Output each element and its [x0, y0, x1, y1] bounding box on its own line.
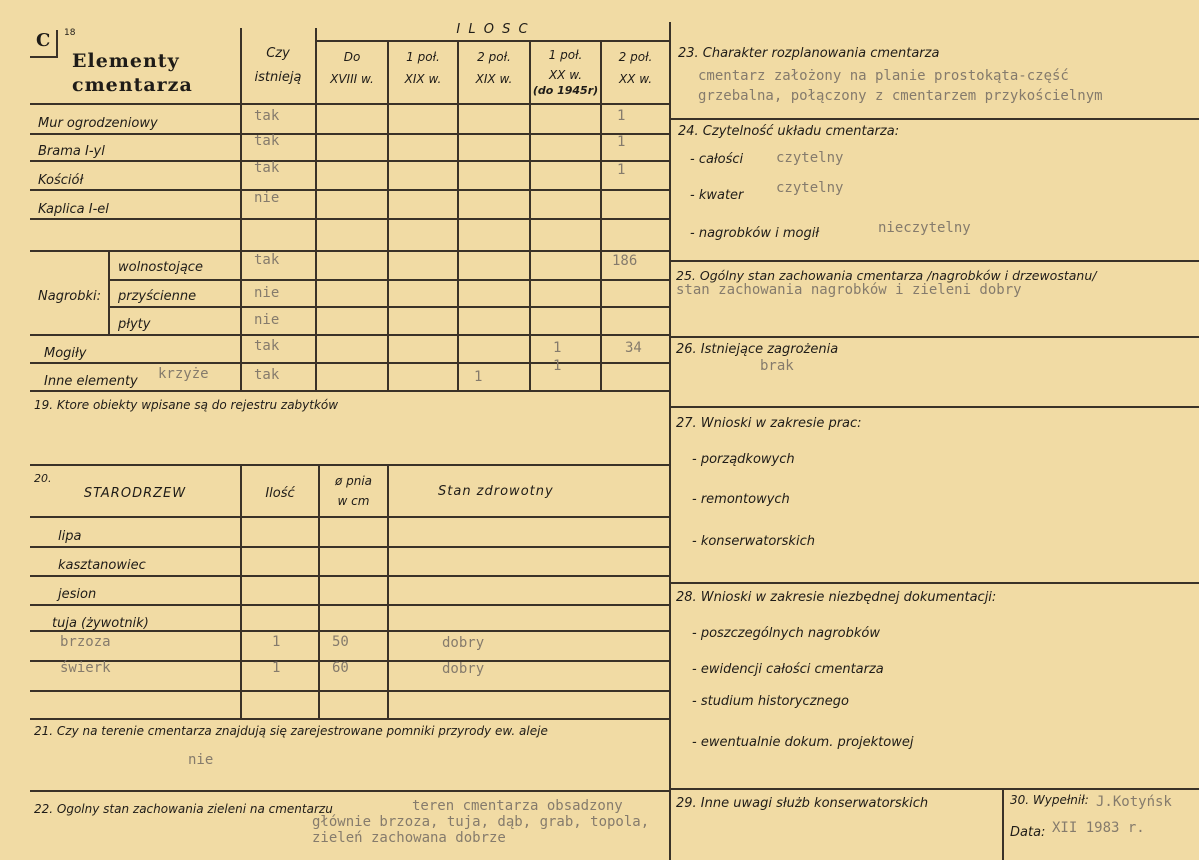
tree-line-5 [30, 660, 670, 662]
row-label-inne: Inne elementy [44, 374, 138, 389]
tree-header-pien1: ø pnia [334, 474, 373, 488]
row-line-5 [30, 250, 670, 252]
row-label-brama: Brama I-yl [38, 144, 105, 159]
section-bracket-h [30, 56, 58, 58]
q24-calosci: - całości [690, 152, 744, 167]
row-label-przysc: przyścienne [118, 289, 197, 304]
col-c3-header-a: 2 poł. [477, 50, 511, 64]
row-line-9 [30, 362, 670, 364]
q26-label: 26. Istniejące zagrożenia [676, 342, 839, 357]
nagrobki-split [108, 250, 110, 334]
row-przysc-czy: nie [254, 285, 280, 301]
col-c2-header-b: XIX w. [404, 72, 442, 86]
ilosc-header: I L O S C [456, 22, 530, 37]
q21-answer: nie [188, 752, 214, 768]
row-inne-c3: 1 [474, 369, 483, 385]
tree-name-5: świerk [60, 660, 111, 676]
col-c4-header-b: XX w. [548, 68, 583, 82]
col-c5-header-b: XX w. [618, 72, 653, 86]
col-c5-left [600, 40, 602, 390]
tree-name-3: tuja (żywotnik) [52, 616, 149, 631]
row-kosciol-c5: 1 [617, 162, 626, 178]
row-kaplica-czy: nie [254, 190, 280, 206]
col-c2-left [387, 40, 389, 390]
row-label-wolno: wolnostojące [118, 260, 203, 275]
q22-answer-3: zieleń zachowana dobrze [312, 830, 506, 846]
row-inne-czy: tak [254, 367, 280, 383]
col-c2-header-a: 1 poł. [406, 50, 440, 64]
tree-col-stan [387, 464, 389, 718]
row-line-10 [30, 390, 670, 392]
row-line-7 [108, 306, 670, 308]
q24-calosci-val: czytelny [776, 150, 844, 166]
q24-bottom [670, 260, 1199, 262]
q28-item-a: - poszczególnych nagrobków [692, 626, 880, 641]
q26-bottom [670, 406, 1199, 408]
tree-bottom [30, 718, 670, 720]
tree-pien-4: 50 [332, 634, 349, 650]
q19-label: 19. Ktore obiekty wpisane są do rejestru zabytków [34, 398, 339, 412]
row-mogily-c5: 34 [625, 340, 642, 356]
tree-line-3 [30, 604, 670, 606]
row-mur-c5: 1 [617, 108, 626, 124]
tree-header-name: STARODRZEW [83, 486, 187, 501]
q27-item-a: - porządkowych [692, 452, 795, 467]
tree-name-1: kasztanowiec [58, 558, 146, 573]
tree-name-4: brzoza [60, 634, 111, 650]
tree-header-pien2: w cm [337, 494, 370, 508]
tree-name-0: lipa [58, 529, 82, 544]
tree-col-ilosc [240, 464, 242, 718]
row-line-8 [30, 334, 670, 336]
q24-label: 24. Czytelność układu cmentarza: [678, 124, 900, 139]
q30-data-value: XII 1983 r. [1052, 820, 1145, 836]
row-line-6 [108, 279, 670, 281]
tree-pien-5: 60 [332, 660, 349, 676]
q28-label: 28. Wnioski w zakresie niezbędnej dokumentacji: [676, 590, 997, 605]
q29-label: 29. Inne uwagi służb konserwatorskich [676, 796, 929, 811]
q25-label: 25. Ogólny stan zachowania cmentarza /nagrobków i drzewostanu/ [676, 268, 1097, 283]
row-line-4 [30, 218, 670, 220]
q28-item-c: - studium historycznego [692, 694, 849, 709]
row-label-kaplica: Kaplica I-el [38, 202, 109, 217]
col-c5-header-a: 2 poł. [618, 50, 653, 64]
row-kosciol-czy: tak [254, 160, 280, 176]
q23-bottom [670, 118, 1199, 120]
page-title-line2: cmentarza [72, 74, 193, 96]
q24-kwater-val: czytelny [776, 180, 844, 196]
q27-label: 27. Wnioski w zakresie prac: [676, 416, 862, 431]
q30-data-label: Data: [1010, 825, 1046, 840]
q22-answer-1: teren cmentarza obsadzony [412, 798, 623, 814]
section-number: 18 [64, 28, 76, 38]
divider-center [669, 22, 671, 860]
tree-ilosc-4: 1 [272, 634, 281, 650]
q28-item-d: - ewentualnie dokum. projektowej [692, 735, 914, 750]
tree-header-bottom [30, 516, 670, 518]
row-inne-extra: krzyże [158, 366, 209, 382]
row-mogily-czy: tak [254, 338, 280, 354]
col-c4-header-a: 1 poł. [548, 48, 583, 62]
row-wolno-c5: 186 [612, 253, 638, 269]
col-czy-header: Czy [266, 46, 290, 61]
q26-answer: brak [760, 358, 794, 374]
q25-bottom [670, 336, 1199, 338]
row-mur-czy: tak [254, 108, 280, 124]
q30-label: 30. Wypełnił: [1010, 793, 1089, 807]
q24-nagrobkow-val: nieczytelny [878, 220, 971, 236]
q22-answer-2: głównie brzoza, tuja, dąb, grab, topola, [312, 814, 650, 830]
col-c1-header-b: XVIII w. [330, 72, 374, 86]
row-line-1 [30, 133, 670, 135]
row-brama-c5: 1 [617, 134, 626, 150]
page-title-line1: Elementy [72, 50, 180, 72]
ilosc-underline [315, 40, 670, 42]
row-label-mogily: Mogiły [44, 346, 87, 361]
tree-name-2: jesion [58, 587, 97, 602]
tree-line-2 [30, 575, 670, 577]
col-istnieja-header: istnieją [254, 70, 302, 85]
q22-label: 22. Ogolny stan zachowania zieleni na cmentarzu [34, 802, 333, 816]
q27-item-b: - remontowych [692, 492, 790, 507]
q24-nagrobkow: - nagrobków i mogił [690, 226, 820, 241]
section-letter: C [36, 30, 52, 51]
col-c1-header-a: Do [343, 50, 361, 64]
tree-stan-5: dobry [442, 661, 485, 677]
q25-answer: stan zachowania nagrobków i zieleni dobry [676, 282, 1022, 298]
q21-label: 21. Czy na terenie cmentarza znajdują się zarejestrowane pomniki przyrody ew. aleje [34, 724, 548, 738]
tree-line-1 [30, 546, 670, 548]
nagrobki-label: Nagrobki: [38, 289, 102, 304]
row-label-kosciol: Kościół [38, 173, 84, 188]
row-brama-czy: tak [254, 133, 280, 149]
q23-answer-2: grzebalna, połączony z cmentarzem przykościelnym [698, 88, 1103, 104]
row-inne-c4: 1 [553, 358, 562, 374]
col-c3-left [457, 40, 459, 390]
col-c3-header-b: XIX w. [475, 72, 513, 86]
row-label-plyty: płyty [118, 317, 151, 332]
q21-bottom [30, 790, 670, 792]
q20-number: 20. [34, 472, 52, 485]
tree-ilosc-5: 1 [272, 660, 281, 676]
row-line-2 [30, 160, 670, 162]
row-label-mur: Mur ogrodzeniowy [38, 116, 158, 131]
tree-stan-4: dobry [442, 635, 485, 651]
q30-name: J.Kotyńsk [1096, 794, 1172, 810]
q28-bottom [670, 788, 1199, 790]
row-line-3 [30, 189, 670, 191]
q28-item-b: - ewidencji całości cmentarza [692, 662, 884, 677]
row-wolno-czy: tak [254, 252, 280, 268]
row-plyty-czy: nie [254, 312, 280, 328]
q23-label: 23. Charakter rozplanowania cmentarza [678, 46, 940, 61]
q30-divider [1002, 788, 1004, 860]
q27-bottom [670, 582, 1199, 584]
header-bottom [30, 103, 670, 105]
q27-item-c: - konserwatorskich [692, 534, 815, 549]
tree-line-6 [30, 690, 670, 692]
q24-kwater: - kwater [690, 188, 744, 203]
section-bracket-v [56, 30, 58, 56]
q23-answer-1: cmentarz założony na planie prostokąta-część [698, 68, 1069, 84]
col-c4-header-c: (do 1945r) [532, 84, 599, 97]
tree-header-ilosc: Ilość [265, 486, 295, 501]
tree-top [30, 464, 670, 466]
tree-header-stan: Stan zdrowotny [438, 484, 554, 499]
row-mogily-c4: 1 [553, 340, 562, 356]
